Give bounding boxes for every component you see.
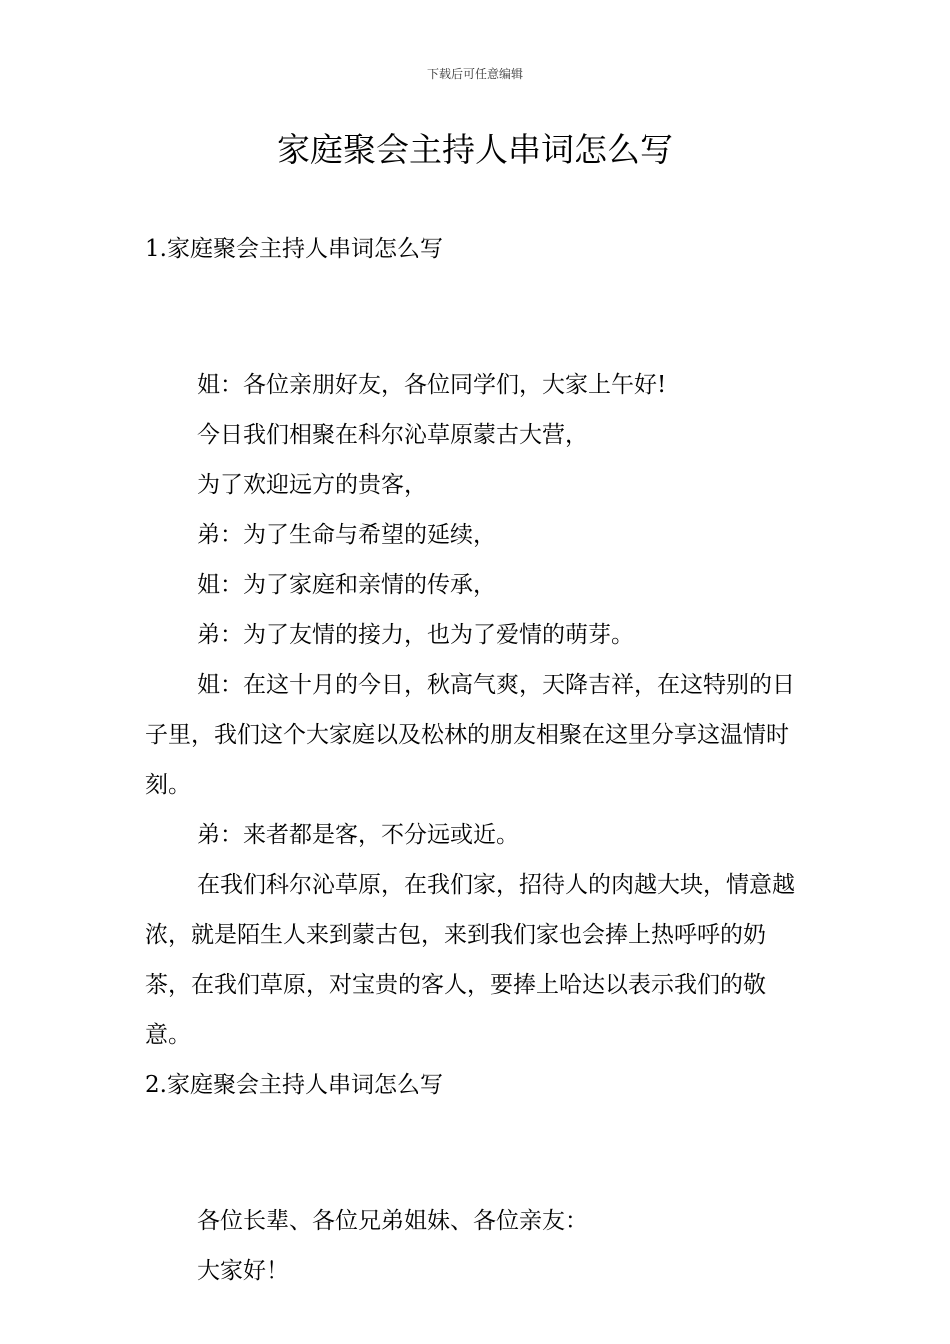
paragraph: 姐：为了家庭和亲情的传承，	[197, 572, 496, 598]
paragraph: 在我们科尔沁草原，在我们家，招待人的肉越大块，情意越浓，就是陌生人来到蒙古包，来到我们家也会捧上热呼呼的奶茶，在我们草原，对宝贵的客人，要捧上哈达以表示我们的敬意。	[145, 872, 795, 1048]
blank-line	[145, 324, 807, 360]
paragraph: 各位长辈、各位兄弟姐妹、各位亲友：	[197, 1208, 588, 1234]
paragraph: 大家好！	[197, 1258, 289, 1284]
paragraph: 为了欢迎远方的贵客，	[197, 472, 427, 498]
document-body	[145, 224, 807, 1296]
paragraph: 弟：为了友情的接力，也为了爱情的萌芽。	[197, 622, 634, 648]
blank-line	[145, 1110, 807, 1160]
paragraph: 今日我们相聚在科尔沁草原蒙古大营，	[197, 422, 588, 448]
paragraph: 姐：各位亲朋好友，各位同学们，大家上午好!	[197, 372, 667, 398]
paragraph: 弟：为了生命与希望的延续，	[197, 522, 496, 548]
blank-line	[145, 1160, 807, 1196]
blank-line	[145, 274, 807, 324]
paragraph: 姐：在这十月的今日，秋高气爽，天降吉祥，在这特别的日子里，我们这个大家庭以及松林的朋友相聚在这里分享这温情时刻。	[145, 672, 795, 798]
document-title: 家庭聚会主持人串词怎么写	[277, 130, 673, 169]
paragraph: 弟：来者都是客，不分远或近。	[197, 822, 519, 848]
section-heading-1: 1.家庭聚会主持人串词怎么写	[145, 236, 443, 262]
section-heading-2: 2.家庭聚会主持人串词怎么写	[145, 1072, 443, 1098]
header-note: 下载后可任意编辑	[426, 67, 523, 81]
